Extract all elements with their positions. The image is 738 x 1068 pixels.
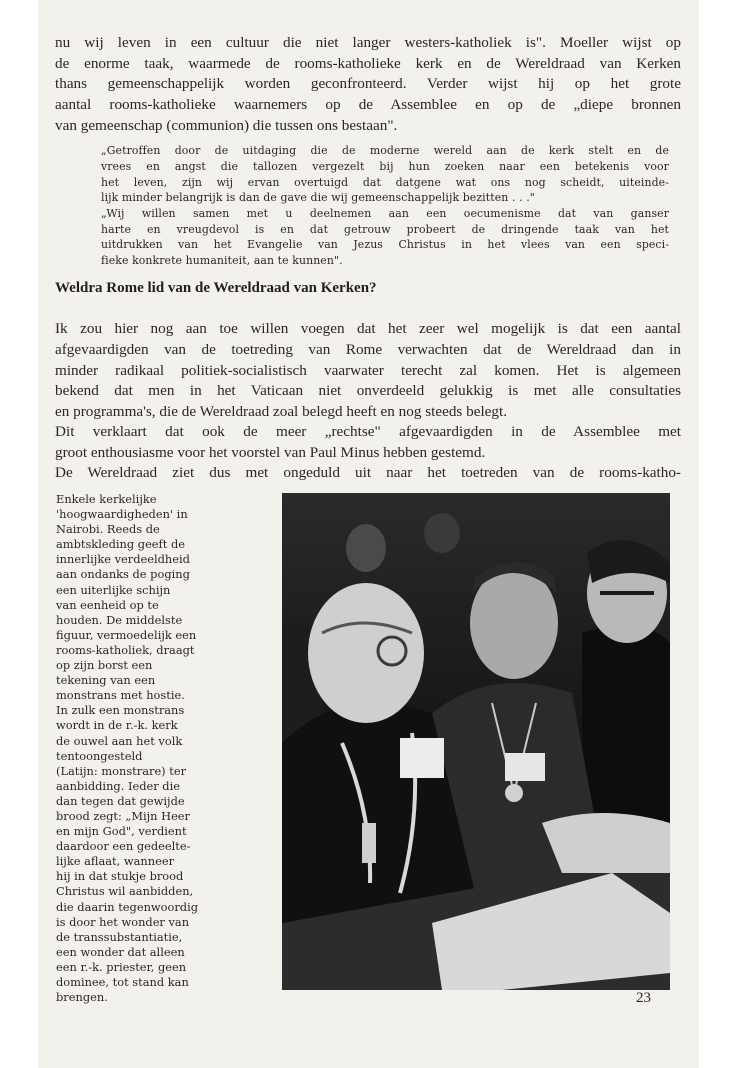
caption-line: van eenheid op te <box>56 597 159 612</box>
caption-line: een uiterlijke schijn <box>56 582 171 597</box>
caption-line: aan ondanks de poging <box>56 567 190 582</box>
caption-line: rooms-katholiek, draagt <box>56 642 195 657</box>
photo-illustration <box>282 493 670 990</box>
section-heading: Weldra Rome lid van de Wereldraad van Kerken? <box>55 280 377 296</box>
caption-line: tekening van een <box>56 673 156 688</box>
caption-line: houden. De middelste <box>56 612 183 627</box>
caption-line: Nairobi. Reeds de <box>56 522 160 537</box>
body-line: bekend dat men in het Vaticaan niet onverdeeld gelukkig is met alle consultaties <box>55 382 681 399</box>
caption-line: en mijn God", verdient <box>56 824 187 839</box>
caption-line: figuur, vermoedelijk een <box>56 627 197 642</box>
intro-line: aantal rooms-katholieke waarnemers op de Assemblee en op de „diepe bronnen <box>55 96 681 113</box>
caption-line: wordt in de r.-k. kerk <box>56 718 178 733</box>
caption-line: 'hoogwaardigheden' in <box>56 507 188 522</box>
intro-line: thans gemeenschappelijk worden geconfronteerd. Verder wijst hij op het grote <box>55 75 681 92</box>
caption-line: hij in dat stukje brood <box>56 869 184 884</box>
caption-line: dominee, tot stand kan <box>56 975 189 989</box>
background-head <box>346 524 386 572</box>
intro-line: de enorme taak, waarmede de rooms-katholieke kerk en de Wereldraad van Kerken <box>55 55 681 72</box>
quote-line: „Wij willen samen met u deelnemen aan een oecumenisme dat van ganser <box>101 207 669 220</box>
middle-figure-head <box>470 567 558 679</box>
caption-line: (Latijn: monstrare) ter <box>56 763 187 778</box>
intro-line: nu wij leven in een cultuur die niet langer westers-katholiek is". Moeller wijst op <box>55 34 681 51</box>
caption-line: innerlijke verdeeldheid <box>56 552 190 567</box>
caption-line: de transsubstantiatie, <box>56 929 183 944</box>
photo-caption <box>56 492 238 1005</box>
caption-line: een r.-k. priester, geen <box>56 959 187 974</box>
quote-line: uitdrukken van het Evangelie van Jezus Christus in het vlees van een speci- <box>101 238 669 251</box>
caption-line: ambtskleding geeft de <box>56 537 185 552</box>
quote-line: harte en vreugdevol is en dat getrouw probeert de dringende taak van het <box>101 223 669 236</box>
caption-line: Enkele kerkelijke <box>56 492 157 506</box>
caption-line: monstrans met hostie. <box>56 688 185 703</box>
body-line: afgevaardigden van de toetreding van Rome verwachten dat de Wereldraad dan in <box>55 341 681 358</box>
caption-line: de ouwel aan het volk <box>56 733 183 748</box>
caption-line: is door het wonder van <box>56 914 190 929</box>
caption-line: brengen. <box>56 990 108 1005</box>
caption-line: op zijn borst een <box>56 658 153 673</box>
caption-line: dan tegen dat gewijde <box>56 793 185 808</box>
quote-line: vrees en angst die tallozen vergezelt bij hun zoeken naar een betekenis voor <box>101 160 669 173</box>
body-line: Ik zou hier nog aan toe willen voegen dat het zeer wel mogelijk is dat een aantal <box>55 320 681 337</box>
caption-line: tentoongesteld <box>56 748 143 763</box>
caption-line: In zulk een monstrans <box>56 703 185 718</box>
caption-line: brood zegt: „Mijn Heer <box>56 808 190 823</box>
body-line: De Wereldraad ziet dus met ongeduld uit naar het toetreden van de rooms-katho- <box>55 464 681 481</box>
caption-line: daardoor een gedeelte- <box>56 839 191 854</box>
quote-line: lijk minder belangrijk is dan de gave die wij gemeenschappelijk bezitten . . ." <box>101 191 535 204</box>
intro-line: van gemeenschap (communion) die tussen ons bestaan". <box>55 117 398 134</box>
caption-line: die daarin tegenwoordig <box>56 899 199 914</box>
page-number: 23 <box>636 990 651 1006</box>
document-page <box>38 0 699 1068</box>
body-line: minder radikaal politiek-socialistisch vaarwater terecht zal komen. Het is algemeen <box>55 362 681 379</box>
caption-line: lijke aflaat, wanneer <box>56 854 175 869</box>
caption-line: een wonder dat alleen <box>56 944 185 959</box>
quote-line: het leven, zijn wij ervan overtuigd dat datgene wat ons nog scheidt, uiteinde- <box>101 176 669 189</box>
quote-line: fieke konkrete humaniteit, aan te kunnen". <box>101 254 343 267</box>
caption-line: aanbidding. Ieder die <box>56 778 180 793</box>
body-line: Dit verklaart dat ook de meer „rechtse" afgevaardigden in de Assemblee met <box>55 423 681 440</box>
body-line: groot enthousiasme voor het voorstel van Paul Minus hebben gestemd. <box>55 444 486 461</box>
body-line: en programma's, die de Wereldraad zoal belegd heeft en nog steeds belegt. <box>55 403 508 420</box>
photograph <box>282 493 670 990</box>
caption-line: Christus wil aanbidden, <box>56 884 194 899</box>
quote-line: „Getroffen door de uitdaging die de moderne wereld aan de kerk stelt en de <box>101 144 669 157</box>
